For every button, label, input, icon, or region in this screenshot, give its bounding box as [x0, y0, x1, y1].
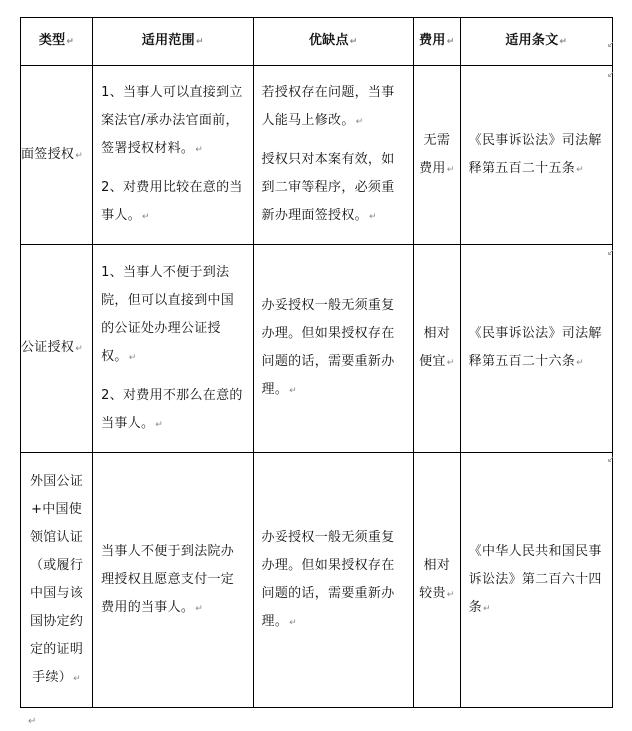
table-row: [21, 245, 613, 453]
header-fee: 费用↵: [413, 18, 460, 66]
pros-cons-cell: 若授权存在问题，当事人能马上修改。↵ 授权只对本案有效，如到二审等程序，必须重新办理面签授权。↵: [253, 66, 413, 245]
scope-cell: 1、当事人可以直接到立案法官/承办法官面前，签署授权材料。↵ 2、对费用比较在意的当事人。↵: [93, 66, 253, 245]
header-type: 类型↵: [21, 18, 93, 66]
article-cell: 《中华人民共和国民事诉讼法》第二百六十四条↵: [460, 453, 612, 708]
fee-cell: 相对 便宜↵: [413, 245, 460, 453]
article-cell: 《民事诉讼法》司法解释第五百二十六条↵: [460, 245, 612, 453]
authorization-comparison-table: [20, 17, 613, 708]
pros-cons-cell: 办妥授权一般无须重复办理。但如果授权存在问题的话，需要重新办理。↵: [253, 245, 413, 453]
table-row: [21, 66, 613, 245]
header-article: 适用条文↵: [460, 18, 612, 66]
header-scope: 适用范围↵: [93, 18, 253, 66]
row-end-mark: ↙: [607, 248, 615, 258]
type-cell: 外国公证 +中国使 领馆认证 （或履行 中国与该 国协定约 定的证明 手续）↵: [21, 453, 93, 708]
row-end-mark: ↙: [607, 40, 615, 50]
row-end-mark: ↙: [607, 70, 615, 80]
scope-cell: 当事人不便于到法院办理授权且愿意支付一定费用的当事人。↵: [93, 453, 253, 708]
fee-cell: 相对 较贵↵: [413, 453, 460, 708]
type-cell: 公证授权↵: [21, 245, 93, 453]
document-end-mark: ↵: [28, 716, 37, 727]
table-row: [21, 453, 613, 708]
type-cell: 面签授权↵: [21, 66, 93, 245]
article-cell: 《民事诉讼法》司法解释第五百二十五条↵: [460, 66, 612, 245]
scope-cell: 1、当事人不便于到法院，但可以直接到中国的公证处办理公证授权。↵ 2、对费用不那么在意的当事人。↵: [93, 245, 253, 453]
table-header-row: [21, 18, 613, 66]
pros-cons-cell: 办妥授权一般无须重复办理。但如果授权存在问题的话，需要重新办理。↵: [253, 453, 413, 708]
row-end-mark: ↙: [607, 455, 615, 465]
fee-cell: 无需 费用↵: [413, 66, 460, 245]
header-pros-cons: 优缺点↵: [253, 18, 413, 66]
